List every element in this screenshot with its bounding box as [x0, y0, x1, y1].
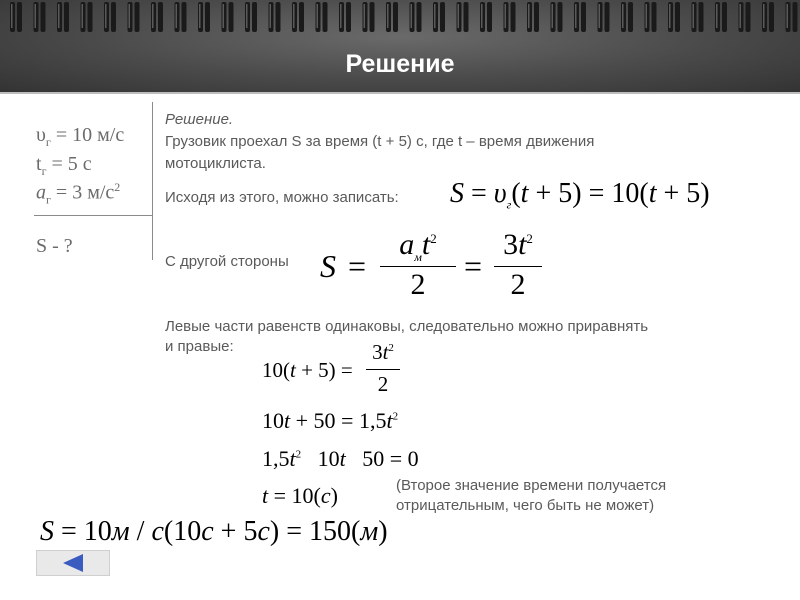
binding-ring — [527, 2, 539, 32]
binding-ring — [128, 2, 140, 32]
back-button[interactable] — [36, 550, 110, 576]
binding-ring — [762, 2, 774, 32]
binding-ring — [339, 2, 351, 32]
slide-header — [0, 0, 800, 92]
formula-2: S = $a_мt^2$ 2 = $3t^2$ 2 — [318, 228, 578, 302]
find-quantity: S - ? — [36, 235, 73, 257]
binding-ring — [551, 2, 563, 32]
note-line-2: отрицательным, чего быть не может) — [396, 497, 655, 514]
binding-ring — [410, 2, 422, 32]
formula-4: $10t + 50 = 1,5t^2$ — [262, 408, 399, 433]
binding-ring — [175, 2, 187, 32]
binding-ring — [692, 2, 704, 32]
binding-ring — [433, 2, 445, 32]
binding-ring — [645, 2, 657, 32]
given-divider — [34, 215, 152, 216]
given-acceleration: $a_г = 3$ $м/с^2$ — [36, 180, 121, 207]
binding-ring — [222, 2, 234, 32]
solution-line-6: и правые: — [165, 338, 234, 355]
binding-ring — [621, 2, 633, 32]
binding-ring — [292, 2, 304, 32]
left-triangle-icon — [37, 551, 109, 575]
binding-ring — [480, 2, 492, 32]
binding-ring — [57, 2, 69, 32]
binding-ring — [34, 2, 46, 32]
binding-ring — [104, 2, 116, 32]
binding-ring — [457, 2, 469, 32]
page-title: Решение — [345, 50, 455, 78]
binding-ring — [386, 2, 398, 32]
binding-ring — [739, 2, 751, 32]
binding-ring — [245, 2, 257, 32]
header-divider — [0, 92, 800, 94]
binding-ring — [269, 2, 281, 32]
given-column-border — [152, 102, 153, 260]
binding-ring — [316, 2, 328, 32]
final-formula: S = 10м / с(10с + 5с) = 150(м) — [40, 516, 388, 547]
binding-ring — [598, 2, 610, 32]
formula-3: 10(t + 5) = $3t^2$ 2 — [262, 340, 412, 402]
binding-ring — [10, 2, 22, 32]
binding-ring — [504, 2, 516, 32]
formula-6: t = 10(c) — [262, 483, 338, 508]
given-velocity: $\upsilon_г = 10$ м/с — [36, 124, 125, 149]
formula-1: $S = \upsilon_г(t + 5) = 10(t + 5)$ — [450, 178, 710, 212]
solution-line-1: Грузовик проехал S за время (t + 5) с, где t – время движения — [165, 133, 595, 150]
note-line-1: (Второе значение времени получается — [396, 477, 667, 494]
binding-ring — [786, 2, 798, 32]
binding-ring — [198, 2, 210, 32]
solution-heading: Решение. — [165, 111, 234, 128]
binding-ring — [151, 2, 163, 32]
solution-line-3: Исходя из этого, можно записать: — [165, 189, 399, 206]
formula-5: $1,5t^2$ 10t 50 = 0 — [262, 446, 419, 471]
solution-line-4: С другой стороны — [165, 253, 289, 270]
solution-line-5: Левые части равенств одинаковы, следовательно можно приравнять — [165, 318, 649, 335]
given-time: $t_г = 5$ с — [36, 153, 92, 178]
spiral-binding — [0, 0, 800, 44]
binding-ring — [668, 2, 680, 32]
binding-ring — [574, 2, 586, 32]
binding-ring — [363, 2, 375, 32]
binding-ring — [715, 2, 727, 32]
solution-line-2: мотоциклиста. — [165, 155, 266, 172]
binding-ring — [81, 2, 93, 32]
